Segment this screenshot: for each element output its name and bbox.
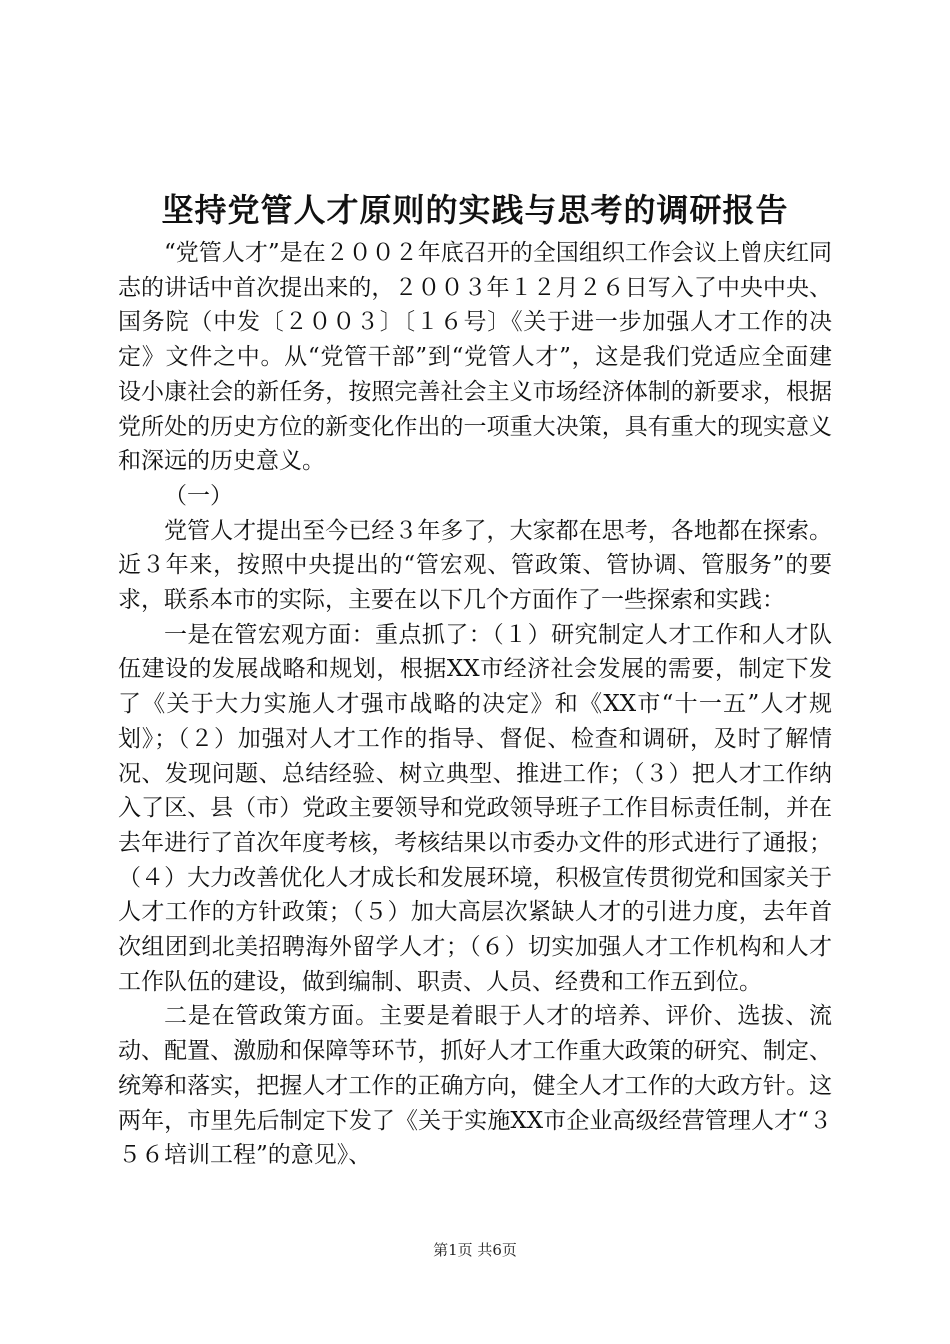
page-number-footer: 第1页 共6页 xyxy=(433,1241,517,1259)
paragraph-exploration: 党管人才提出至今已经３年多了，大家都在思考，各地都在探索。近３年来，按照中央提出的“管宏观、管政策、管协调、管服务”的要求，联系本市的实际，主要在以下几个方面作了一些探索和实践： xyxy=(118,517,832,614)
document-body xyxy=(118,236,832,1173)
paragraph-policy-management: 二是在管政策方面。主要是着眼于人才的培养、评价、选拔、流动、配置、激励和保障等环节，抓好人才工作重大政策的研究、制定、统筹和落实，把握人才工作的正确方向，健全人才工作的大政方针。这两年，市里先后制定下发了《关于实施XX市企业高级经营管理人才“３５６培训工程”的意见》、 xyxy=(118,1003,832,1169)
document-title: 坚持党管人才原则的实践与思考的调研报告 xyxy=(161,191,789,229)
section-heading-one: （一） xyxy=(164,482,233,509)
paragraph-intro: “党管人才”是在２００２年底召开的全国组织工作会议上曾庆红同志的讲话中首次提出来的，２００３年１２月２６日写入了中央中央、国务院（中发〔２００３〕〔１６号〕《关于进一步加强人才工作的决定》文件之中。从“党管干部”到“党管人才”，这是我们党适应全面建设小康社会的新任务，按照完善社会主义市场经济体制的新要求，根据党所处的历史方位的新变化作出的一项重大决策，具有重大的现实意义和深远的历史意义。 xyxy=(118,240,832,475)
paragraph-macro-management: 一是在管宏观方面：重点抓了：（１）研究制定人才工作和人才队伍建设的发展战略和规划，根据XX市经济社会发展的需要，制定下发了《关于大力实施人才强市战略的决定》和《XX市“十一五”人才规划》；（２）加强对人才工作的指导、督促、检查和调研，及时了解情况、发现问题、总结经验、树立典型、推进工作；（３）把人才工作纳入了区、县（市）党政主要领导和党政领导班子工作目标责任制，并在去年进行了首次年度考核，考核结果以市委办文件的形式进行了通报；（４）大力改善优化人才成长和发展环境，积极宣传贯彻党和国家关于人才工作的方针政策；（５）加大高层次紧缺人才的引进力度，去年首次组团到北美招聘海外留学人才；（６）切实加强人才工作机构和人才工作队伍的建设，做到编制、职责、人员、经费和工作五到位。 xyxy=(118,621,832,995)
